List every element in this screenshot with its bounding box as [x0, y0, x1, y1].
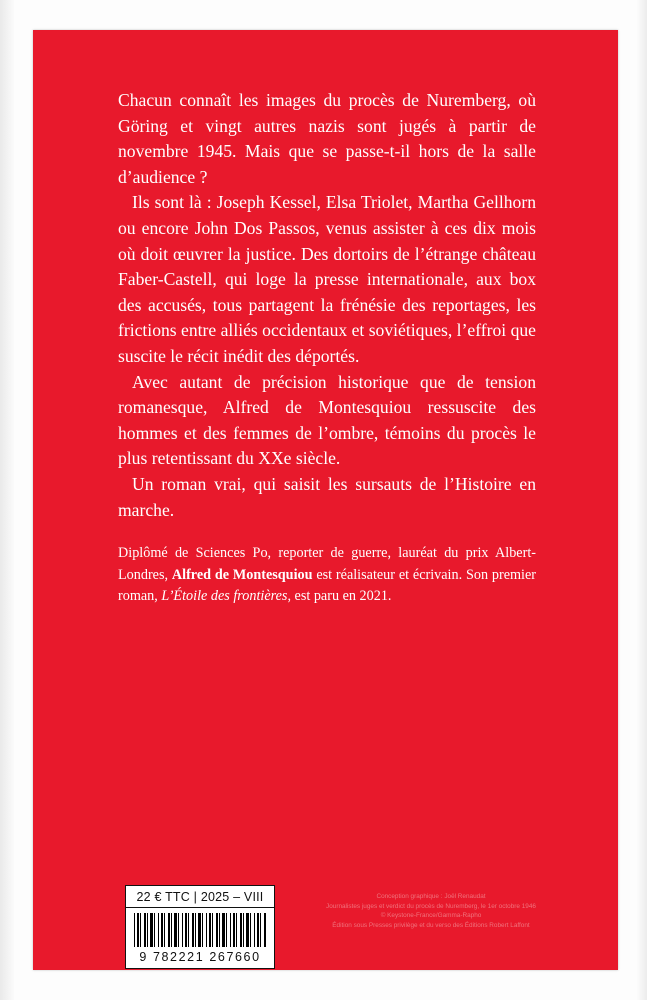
author-name: Alfred de Montesquiou [171, 566, 313, 583]
blurb-text [118, 88, 536, 523]
credit-line-1: Conception graphique : Joël Renaudat [376, 893, 486, 900]
price-separator: | [193, 890, 198, 904]
scan-edge-left [0, 0, 14, 1000]
bio-text-before-name: Diplômé de Sciences Po, reporter de guerre, lauréat du prix Albert-Londres, [118, 545, 536, 583]
price-line [126, 886, 274, 908]
credit-line-4: Édition sous Presses privilège et du verso des Éditions Robert Laffont [332, 921, 530, 929]
author-bio [118, 543, 536, 608]
blurb-paragraph-1: Chacun connaît les images du procès de Nuremberg, où Göring et vingt autres nazis sont jugés à partir de novembre 1945. Mais que se passe-t-il hors de la salle d’audience ? [118, 90, 536, 187]
barcode-icon [134, 913, 266, 947]
credit-line-3: © Keystone-France/Gamma-Rapho [380, 912, 482, 920]
barcode-wrap [126, 908, 274, 949]
credit-line-2: Journalistes juges et verdict du procès de Nuremberg, le 1er octobre 1946 [326, 902, 536, 910]
cover-inner [33, 30, 618, 970]
bio-text-after-name: est réalisateur et écrivain. Son premier roman, [118, 566, 536, 604]
bio-text-tail: , est paru en 2021. [287, 588, 392, 604]
price-value: 22 € TTC [136, 890, 190, 904]
scan-edge-right [637, 0, 647, 1000]
credits-block [301, 892, 561, 930]
edition-code: 2025 – VIII [200, 890, 264, 904]
blurb-paragraph-3: Avec autant de précision historique que de tension romanesque, Alfred de Montesquiou ressuscite des hommes et des femmes de l’ombre, témoins du procès le plus retentissant du XXe siècle. [118, 371, 536, 469]
blurb-paragraph-4: Un roman vrai, qui saisit les sursauts de l’Histoire en marche. [118, 473, 536, 520]
book-title-italic: L’Étoile des frontières [161, 588, 288, 604]
book-back-cover [33, 30, 618, 970]
price-barcode-block [125, 885, 275, 969]
isbn-number: 9 782221 267660 [126, 949, 274, 968]
blurb-paragraph-2: Ils sont là : Joseph Kessel, Elsa Triolet, Martha Gellhorn ou encore John Dos Passos, venus assister à ces dix mois où doit œuvrer la justice. Des dortoirs de l’étrange château Faber-Castell, qui loge la presse internationale, aux box des accusés, tous partagent la frénésie des reportages, les frictions entre alliés occidentaux et soviétiques, l’effroi que suscite le récit inédit des déportés. [118, 192, 536, 366]
